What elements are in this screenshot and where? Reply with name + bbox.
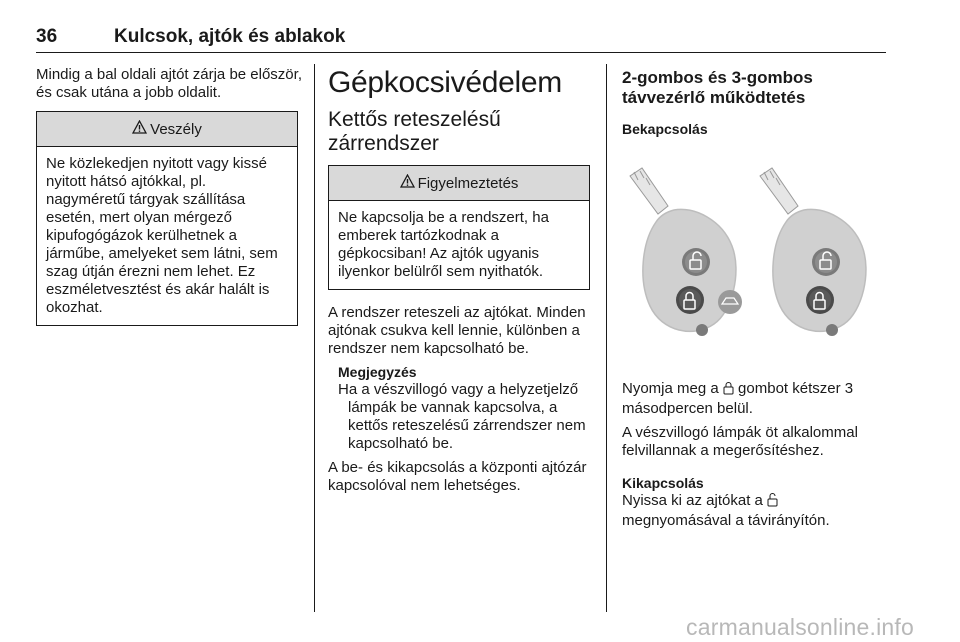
subsection-title-on: Bekapcsolás (622, 121, 708, 137)
subsection-title-off: Kikapcsolás (622, 475, 704, 491)
section-heading (328, 108, 592, 156)
lock-open-icon (767, 493, 778, 512)
section-heading-line: Kettős reteszelésű (328, 108, 501, 131)
note-title: Megjegyzés (338, 364, 417, 380)
page-number: 36 (36, 26, 58, 47)
column-1 (36, 66, 302, 326)
paragraph: A be- és kikapcsolás a központi ajtózár kapcsolóval nem lehetséges. (328, 459, 587, 494)
section-title: Kulcsok, ajtók és ablakok (114, 26, 346, 47)
paragraph: A rendszer reteszeli az ajtókat. Minden ajtónak csukva kell lennie, különben a rendszer nem kapcsolható be. (328, 304, 586, 357)
warning-box-header (329, 166, 589, 201)
off-instruction (622, 492, 886, 530)
section-heading-line: zárrendszer (328, 132, 439, 155)
lock-closed-icon (723, 381, 734, 400)
danger-box-text: Ne közlekedjen nyitott vagy kissé nyitott hátsó ajtókkal, pl. nagyméretű tárgyak szállítása esetén, mert olyan mérgező kipufogógázok kerülhetnek a járműbe, amelyeket sem látni, sem szag útján érezni nem lehet. Ez eszméletvesztést és akár halált is okozhat. (46, 155, 278, 316)
chapter-heading: Gépkocsivédelem (328, 66, 562, 99)
header-rule (36, 52, 886, 53)
intro-paragraph: Mindig a bal oldali ajtót zárja be először, és csak utána a jobb oldalit. (36, 66, 302, 101)
on-instruction-start: Nyomja meg a (622, 380, 719, 397)
remote-heading-line: 2-gombos és 3-gombos (622, 68, 813, 87)
column-divider (606, 64, 607, 612)
danger-box (36, 111, 298, 326)
warning-box-title: Figyelmeztetés (417, 174, 519, 192)
remote-key-illustration (622, 152, 886, 366)
on-instruction (622, 380, 886, 418)
note-text: Ha a vészvillogó vagy a helyzetjelző lámpák be vannak kapcsolva, a kettős reteszelésű zárrendszer nem kapcsolható be. (338, 381, 586, 452)
off-instruction-start: Nyissa ki az ajtókat a (622, 492, 763, 509)
confirmation-text: A vészvillogó lámpák öt alkalommal felvillannak a megerősítéshez. (622, 424, 858, 459)
warning-triangle-icon (132, 120, 147, 139)
watermark: carmanualsonline.info (686, 614, 914, 640)
danger-box-title: Veszély (150, 120, 202, 138)
warning-box (328, 165, 590, 290)
note-block (328, 363, 592, 453)
warning-triangle-icon (400, 174, 415, 193)
remote-heading-line: távvezérlő működtetés (622, 88, 806, 107)
on-instruction-end: gombot kétszer 3 másodpercen belül. (622, 380, 854, 417)
remote-heading (622, 68, 886, 108)
column-2 (328, 66, 592, 495)
off-instruction-end: megnyomásával a távirányítón. (622, 512, 830, 529)
column-divider (314, 64, 315, 612)
column-3 (622, 66, 886, 530)
warning-box-text: Ne kapcsolja be a rendszert, ha emberek tartózkodnak a gépkocsiban! Az ajtók ugyanis ilyenkor belülről sem nyithatók. (338, 209, 549, 280)
danger-box-header (37, 112, 297, 147)
page-header (36, 26, 886, 52)
